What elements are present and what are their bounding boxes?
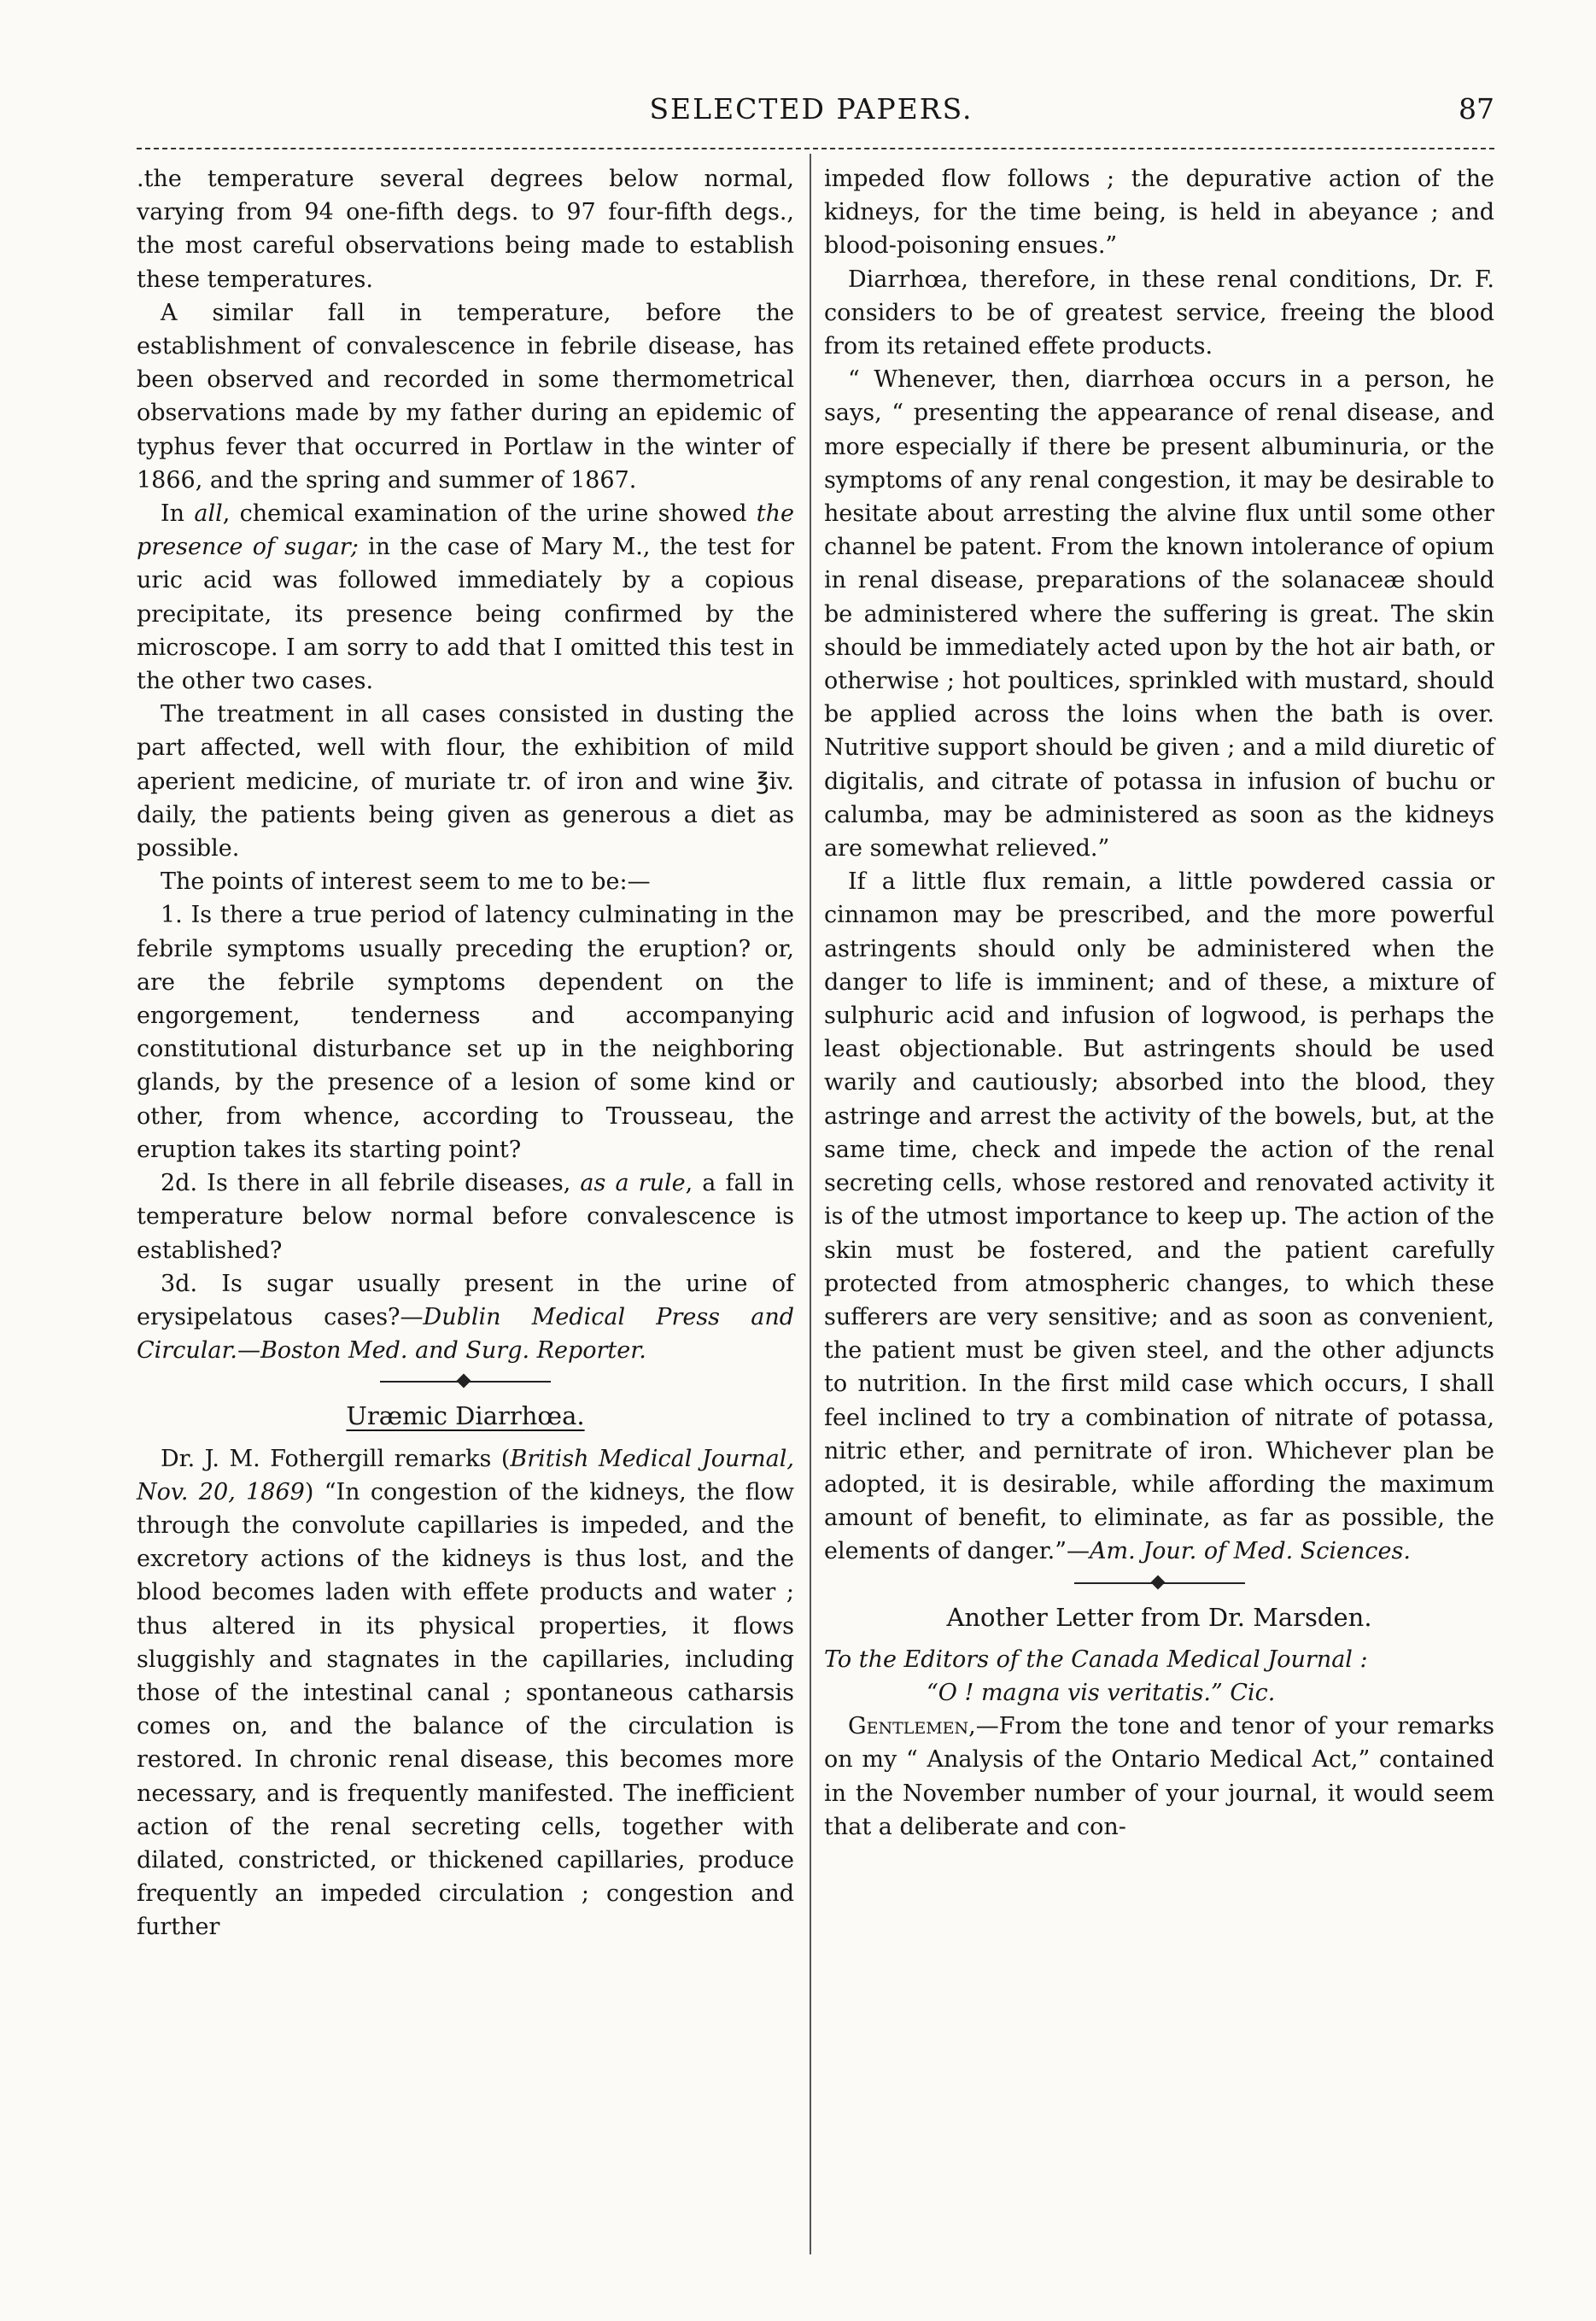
text-run: 2d. Is there in all febrile diseases, — [161, 1170, 581, 1197]
emphasis: all — [194, 500, 223, 528]
section-heading: Uræmic Diarrhœa. — [346, 1401, 585, 1431]
paragraph: impeded flow follows ; the depurative action of the kidneys, for the time being, is held in abeyance ; and blood-poisoning ensues.” — [824, 166, 1494, 260]
header-rule — [137, 148, 1494, 149]
section-ornament — [380, 1376, 551, 1388]
emphasis: the presence of sugar; — [137, 500, 794, 561]
text-run: — — [237, 1337, 260, 1365]
emphasis: as a rule — [580, 1170, 686, 1197]
section-heading: Another Letter from Dr. Marsden. — [946, 1602, 1372, 1632]
column-divider — [810, 154, 811, 2254]
running-head: SELECTED PAPERS. — [649, 92, 973, 126]
paragraph — [137, 1442, 794, 1944]
paragraph: The points of interest seem to me to be:— — [161, 868, 651, 896]
text-run: in the case of Mary M., the test for uric acid was followed immediately by a copious precipitate, its presence being confirmed by the microscope. I am sorry to add that I omitted this test in the other two cases. — [137, 534, 794, 695]
text-run: In — [161, 500, 195, 528]
text-run: , chemical examination of the urine showed — [222, 500, 757, 528]
text-run: Dr. J. M. Fothergill remarks ( — [161, 1445, 511, 1472]
text-run: 3d. Is sugar usually present in the urine of erysipelatous cases?— — [137, 1270, 794, 1330]
source-citation: Am. Jour. of Med. Sciences. — [1090, 1538, 1411, 1565]
journal-citation: British Medical Journal, Nov. 20, 1869 — [137, 1445, 794, 1505]
salutation: To the Editors of the Canada Medical Journal : — [824, 1646, 1368, 1673]
section-ornament — [1074, 1577, 1245, 1589]
text-run: Gentlemen, — [848, 1713, 976, 1740]
paragraph: A similar fall in temperature, before the establishment of convalescence in febrile disease, has been observed and recorded in some thermometrical observations made by my father during an epidemic of typhus fever that occurred in Portlaw in the winter of 1866, and the spring and summer of 1867. — [137, 299, 794, 494]
right-column — [824, 162, 1494, 1844]
motto: “O ! magna vis veritatis.” Cic. — [927, 1679, 1276, 1706]
paragraph — [137, 1166, 794, 1267]
paragraph — [137, 1267, 794, 1368]
page-header — [128, 92, 1494, 143]
paragraph: “ Whenever, then, diarrhœa occurs in a person, he says, “ presenting the appearance of renal disease, and more especially if there be present albuminuria, or the symptoms of any renal congestion, it may be desirable to hesitate about arresting the alvine flux until some other channel be patent. From the known intolerance of opium in renal disease, preparations of the solanaceæ should be administered where the suffering is great. The skin should be immediately acted upon by the hot air bath, or otherwise ; hot poultices, sprinkled with mustard, should be applied across the loins when the bath is over. Nutritive support should be given ; and a mild diuretic of digitalis, and citrate of potassa in infusion of buchu or calumba, may be administered as soon as the kidneys are somewhat relieved.” — [824, 366, 1494, 862]
text-run: —From the tone and tenor of your remarks on my “ Analysis of the Ontario Medical Act,” contained in the November number of your journal, it would seem that a deliberate and con- — [824, 1713, 1494, 1840]
paragraph: 1. Is there a true period of latency culminating in the febrile symptoms usually preceding the eruption? or, are the febrile symptoms dependent on the engorgement, tenderness and accompanying constitutional disturbance set up in the neighboring glands, by the presence of a lesion of some kind or other, from whence, according to Trousseau, the eruption takes its starting point? — [137, 902, 794, 1163]
source-citation: Boston Med. and Surg. Reporter. — [260, 1337, 646, 1365]
source-citation: Dublin Medical Press and Circular. — [137, 1303, 794, 1365]
paragraph — [824, 865, 1494, 1568]
paragraph: The treatment in all cases consisted in dusting the part affected, well with flour, the exhibition of mild aperient medicine, of muriate tr. of iron and wine ℥iv. daily, the patients being given as generous a diet as possible. — [137, 701, 794, 862]
text-run: If a little flux remain, a little powdered cassia or cinnamon may be prescribed, and the more powerful astringents should only be administered when the danger to life is imminent; and of these, a mixture of sulphuric acid and infusion of logwood, is perhaps the least objectionable. But astringents should be used warily and cautiously; absorbed into the blood, they astringe and arrest the activity of the bowels, but, at the same time, check and impede the action of the renal secreting cells, whose restored and renovated activity it is of the utmost importance to keep up. The action of the skin must be fostered, and the patient carefully protected from atmospheric changes, to which these sufferers are very sensitive; and as soon as convenient, the patient must be given steel, and the other adjuncts to nutrition. In the first mild case which occurs, I shall feel inclined to try a combination of nitrate of potassa, nitric ether, and pernitrate of iron. Whichever plan be adopted, it is desirable, while affording the maximum amount of benefit, to eliminate, as far as possible, the elements of danger.”— — [824, 868, 1494, 1565]
paragraph: .the temperature several degrees below normal, varying from 94 one-fifth degs. to 97 four-fifth degs., the most careful observations being made to establish these temperatures. — [137, 166, 794, 293]
left-column — [137, 162, 794, 1944]
text-run: ) “In congestion of the kidneys, the flow through the convolute capillaries is impeded, and the excretory actions of the kidneys is thus lost, and the blood becomes laden with effete products and water ; thus altered in its physical properties, it flows sluggishly and stagnates in the capillaries, including those of the intestinal canal ; spontaneous catharsis comes on, and the balance of the circulation is restored. In chronic renal disease, this becomes more necessary, and is frequently manifested. The inefficient action of the renal secreting cells, together with dilated, constricted, or thickened capillaries, produce frequently an impeded circulation ; congestion and further — [137, 1478, 794, 1941]
paragraph: Diarrhœa, therefore, in these renal conditions, Dr. F. considers to be of greatest service, freeing the blood from its retained effete products. — [824, 266, 1494, 360]
page-number: 87 — [1459, 92, 1494, 126]
text-run: , a fall in temperature below normal before convalescence is established? — [137, 1170, 794, 1264]
paragraph — [824, 1710, 1494, 1844]
paragraph — [137, 497, 794, 698]
